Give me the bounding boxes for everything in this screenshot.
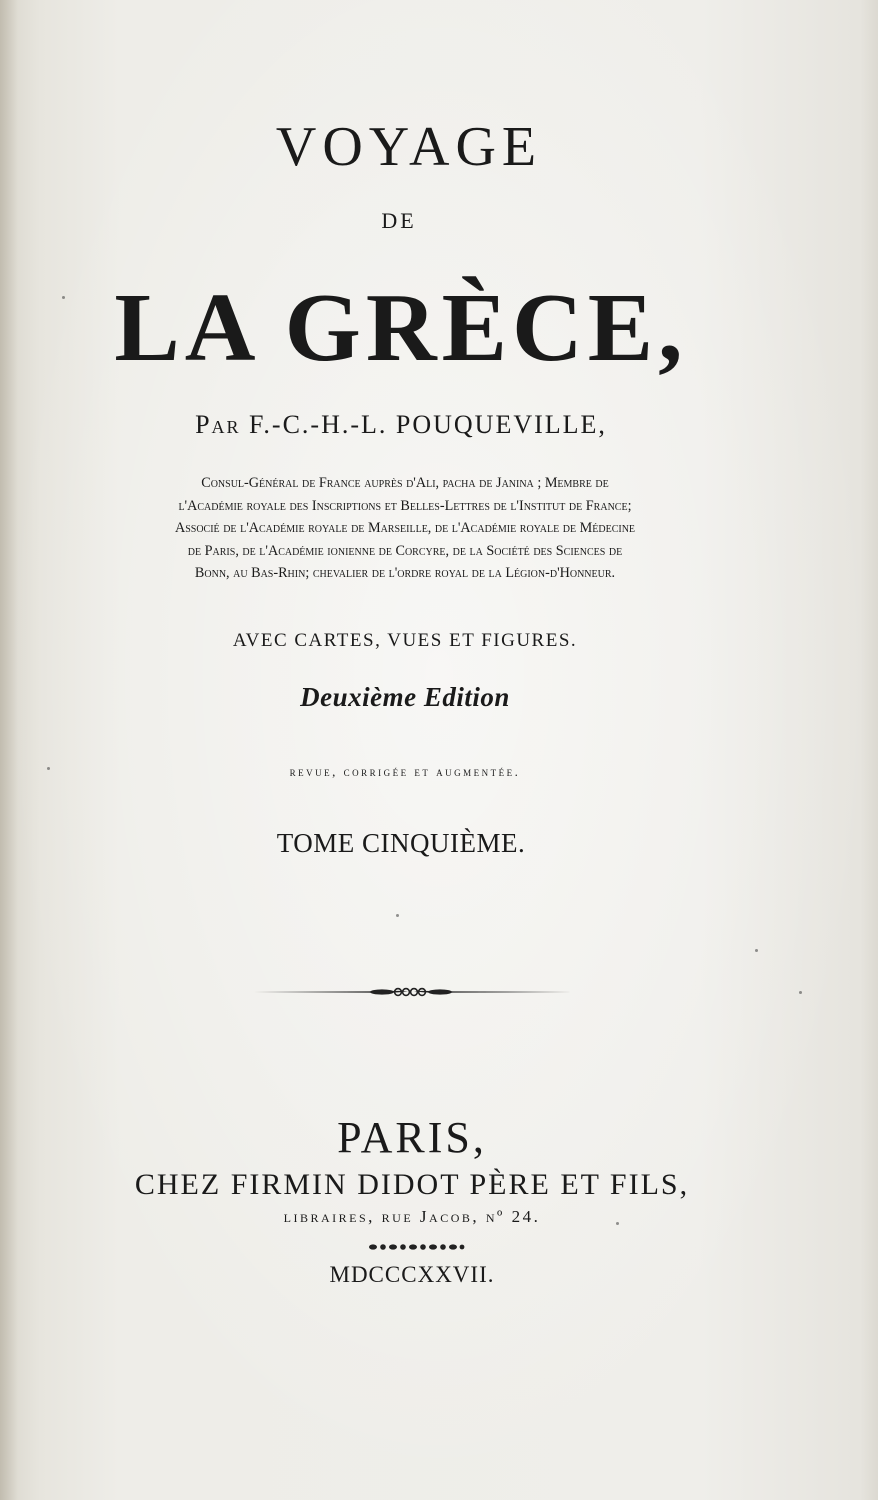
paper-speck [616,1222,619,1225]
paper-speck [755,949,758,952]
ornamental-rule [248,982,574,1002]
credential-line: Bonn, au Bas-Rhin; chevalier de l'ordre royal de la Légion-d'Honneur. [194,565,616,581]
credential-line: l'Académie royale des Inscriptions et Belles-Lettres de l'Institut de France; [178,497,632,514]
credential-line: Associé de l'Académie royale de Marseille, de l'Académie royale de Médecine [174,520,636,536]
paper-speck [47,767,50,770]
title-la-grece: LA GRÈCE, [114,274,688,382]
edition-line: Deuxième Edition [300,682,510,712]
imprint-city: PARIS, [337,1113,487,1162]
imprint-publisher: CHEZ FIRMIN DIDOT PÈRE ET FILS, [134,1168,690,1201]
title-voyage: VOYAGE [275,116,543,178]
imprint-year: MDCCCXXVII. [329,1262,495,1287]
revision-note: revue, corrigée et augmentée. [289,764,521,779]
author-credentials [0,472,878,585]
paper-speck [799,991,802,994]
illustrations-note: AVEC CARTES, VUES ET FIGURES. [232,630,578,651]
credential-line: de Paris, de l'Académie ionienne de Corcyre, de la Société des Sciences de [187,542,623,559]
imprint-address: libraires, rue Jacob, nº 24. [283,1207,541,1226]
paper-speck [62,296,65,299]
author-line: Par F.-C.-H.-L. POUQUEVILLE, [195,410,607,439]
volume-line: TOME CINQUIÈME. [276,828,526,858]
small-ornament [368,1241,466,1253]
paper-speck [396,914,399,917]
title-de: DE [381,208,417,233]
credential-line: Consul-Général de France auprès d'Ali, pacha de Janina ; Membre de [201,475,609,491]
